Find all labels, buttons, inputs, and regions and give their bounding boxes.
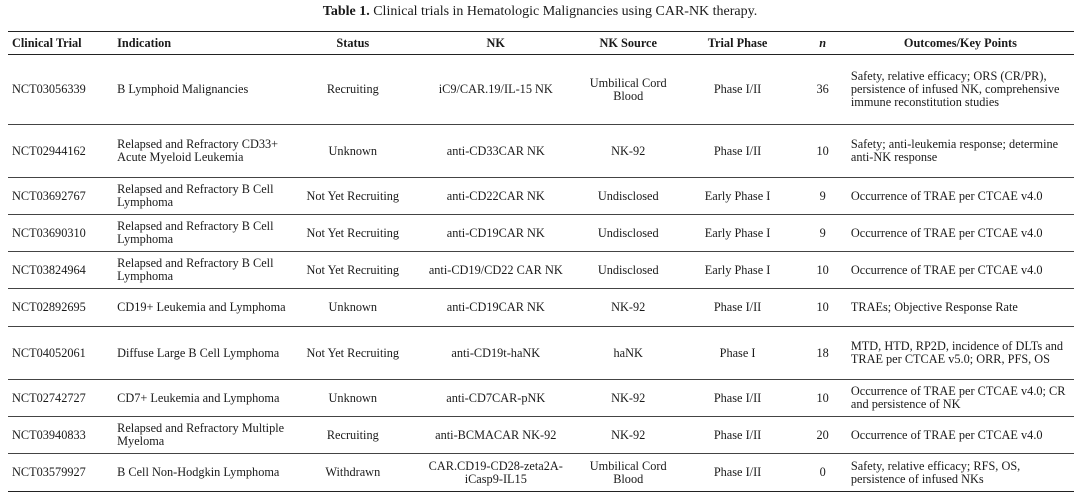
table-row: [8, 289, 1074, 327]
cell-nk: iC9/CAR.19/IL-15 NK: [412, 55, 580, 125]
table-header-row: [8, 32, 1074, 55]
cell-n: 10: [799, 125, 847, 178]
cell-n: 18: [799, 327, 847, 380]
cell-trial: NCT03056339: [8, 55, 113, 125]
cell-indication: B Lymphoid Malignancies: [113, 55, 294, 125]
cell-outcomes: Occurrence of TRAE per CTCAE v4.0; CR and persistence of NK: [847, 380, 1074, 417]
cell-status: Not Yet Recruiting: [294, 178, 412, 215]
cell-indication: CD19+ Leukemia and Lymphoma: [113, 289, 294, 327]
cell-phase: Phase I/II: [677, 380, 799, 417]
cell-outcomes: Safety; anti-leukemia response; determine anti-NK response: [847, 125, 1074, 178]
cell-status: Not Yet Recruiting: [294, 252, 412, 289]
cell-status: Not Yet Recruiting: [294, 215, 412, 252]
table-row: [8, 417, 1074, 454]
cell-phase: Phase I/II: [677, 454, 799, 492]
cell-trial: NCT03690310: [8, 215, 113, 252]
cell-outcomes: Occurrence of TRAE per CTCAE v4.0: [847, 417, 1074, 454]
cell-phase: Early Phase I: [677, 252, 799, 289]
cell-n: 10: [799, 380, 847, 417]
cell-source: NK-92: [580, 380, 677, 417]
cell-nk: anti-CD19/CD22 CAR NK: [412, 252, 580, 289]
cell-nk: anti-CD19CAR NK: [412, 215, 580, 252]
cell-source: Umbilical Cord Blood: [580, 454, 677, 492]
header-outcomes: Outcomes/Key Points: [847, 32, 1074, 55]
cell-phase: Phase I/II: [677, 125, 799, 178]
table-row: [8, 454, 1074, 492]
cell-trial: NCT02742727: [8, 380, 113, 417]
cell-indication: Relapsed and Refractory Multiple Myeloma: [113, 417, 294, 454]
cell-nk: anti-CD19t-haNK: [412, 327, 580, 380]
header-nk-source: NK Source: [580, 32, 677, 55]
cell-status: Recruiting: [294, 55, 412, 125]
header-status: Status: [294, 32, 412, 55]
table-row: [8, 178, 1074, 215]
cell-phase: Early Phase I: [677, 178, 799, 215]
cell-source: Undisclosed: [580, 215, 677, 252]
cell-n: 0: [799, 454, 847, 492]
cell-phase: Phase I/II: [677, 417, 799, 454]
cell-status: Not Yet Recruiting: [294, 327, 412, 380]
cell-phase: Early Phase I: [677, 215, 799, 252]
cell-status: Unknown: [294, 125, 412, 178]
cell-nk: anti-BCMACAR NK-92: [412, 417, 580, 454]
header-indication: Indication: [113, 32, 294, 55]
cell-source: NK-92: [580, 417, 677, 454]
cell-source: Undisclosed: [580, 252, 677, 289]
table-body: [8, 55, 1074, 492]
cell-status: Recruiting: [294, 417, 412, 454]
cell-outcomes: MTD, HTD, RP2D, incidence of DLTs and TRAE per CTCAE v5.0; ORR, PFS, OS: [847, 327, 1074, 380]
cell-status: Unknown: [294, 289, 412, 327]
table-row: [8, 55, 1074, 125]
cell-indication: Relapsed and Refractory B Cell Lymphoma: [113, 252, 294, 289]
cell-source: NK-92: [580, 125, 677, 178]
cell-outcomes: TRAEs; Objective Response Rate: [847, 289, 1074, 327]
cell-status: Unknown: [294, 380, 412, 417]
cell-outcomes: Occurrence of TRAE per CTCAE v4.0: [847, 178, 1074, 215]
cell-trial: NCT03824964: [8, 252, 113, 289]
cell-nk: anti-CD33CAR NK: [412, 125, 580, 178]
cell-indication: B Cell Non-Hodgkin Lymphoma: [113, 454, 294, 492]
clinical-trials-table: [8, 31, 1074, 492]
cell-nk: CAR.CD19-CD28-zeta2A-iCasp9-IL15: [412, 454, 580, 492]
cell-nk: anti-CD7CAR-pNK: [412, 380, 580, 417]
cell-indication: Relapsed and Refractory B Cell Lymphoma: [113, 178, 294, 215]
cell-n: 9: [799, 178, 847, 215]
cell-indication: Relapsed and Refractory B Cell Lymphoma: [113, 215, 294, 252]
cell-trial: NCT04052061: [8, 327, 113, 380]
cell-n: 20: [799, 417, 847, 454]
cell-indication: Diffuse Large B Cell Lymphoma: [113, 327, 294, 380]
cell-n: 10: [799, 289, 847, 327]
header-nk: NK: [412, 32, 580, 55]
cell-n: 9: [799, 215, 847, 252]
table-row: [8, 252, 1074, 289]
cell-source: haNK: [580, 327, 677, 380]
table-row: [8, 125, 1074, 178]
cell-nk: anti-CD22CAR NK: [412, 178, 580, 215]
caption-label: Table 1.: [322, 4, 370, 19]
cell-source: Undisclosed: [580, 178, 677, 215]
cell-phase: Phase I/II: [677, 55, 799, 125]
cell-status: Withdrawn: [294, 454, 412, 492]
cell-outcomes: Occurrence of TRAE per CTCAE v4.0: [847, 215, 1074, 252]
cell-outcomes: Safety, relative efficacy; RFS, OS, persistence of infused NKs: [847, 454, 1074, 492]
table-row: [8, 215, 1074, 252]
caption-text: Clinical trials in Hematologic Malignancies using CAR-NK therapy.: [373, 4, 758, 19]
table-row: [8, 380, 1074, 417]
cell-trial: NCT02944162: [8, 125, 113, 178]
cell-trial: NCT03579927: [8, 454, 113, 492]
cell-outcomes: Occurrence of TRAE per CTCAE v4.0: [847, 252, 1074, 289]
header-trial-phase: Trial Phase: [677, 32, 799, 55]
cell-trial: NCT03940833: [8, 417, 113, 454]
cell-indication: Relapsed and Refractory CD33+ Acute Myeloid Leukemia: [113, 125, 294, 178]
cell-n: 36: [799, 55, 847, 125]
cell-outcomes: Safety, relative efficacy; ORS (CR/PR), persistence of infused NK, comprehensive immune reconstitution studies: [847, 55, 1074, 125]
cell-source: Umbilical Cord Blood: [580, 55, 677, 125]
cell-nk: anti-CD19CAR NK: [412, 289, 580, 327]
cell-indication: CD7+ Leukemia and Lymphoma: [113, 380, 294, 417]
cell-phase: Phase I: [677, 327, 799, 380]
cell-trial: NCT02892695: [8, 289, 113, 327]
cell-n: 10: [799, 252, 847, 289]
header-clinical-trial: Clinical Trial: [8, 32, 113, 55]
table-caption: [0, 3, 1080, 21]
cell-trial: NCT03692767: [8, 178, 113, 215]
header-n: n: [799, 32, 847, 55]
cell-phase: Phase I/II: [677, 289, 799, 327]
table-row: [8, 327, 1074, 380]
cell-source: NK-92: [580, 289, 677, 327]
